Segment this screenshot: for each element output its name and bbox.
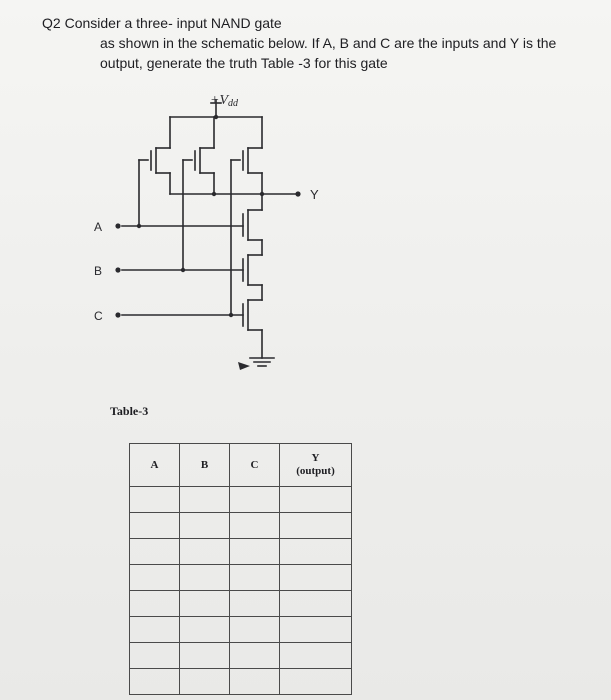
- vdd-label: +Vdd: [210, 93, 238, 109]
- table-row: [130, 591, 352, 617]
- table-cell: [280, 591, 352, 617]
- input-b-junction-dot: [181, 268, 185, 272]
- table-caption: Table-3: [110, 404, 149, 418]
- table-cell: [180, 565, 230, 591]
- output-junction-dot: [212, 192, 216, 196]
- table-cell: [130, 487, 180, 513]
- input-b-terminal-dot: [115, 267, 120, 272]
- table-cell: [280, 565, 352, 591]
- table-cell: [230, 487, 280, 513]
- table-cell: [230, 565, 280, 591]
- input-a-terminal-dot: [115, 223, 120, 228]
- truth-table-header-row: [130, 444, 352, 487]
- header-y-label: Y: [311, 452, 320, 464]
- ground-arrow-icon: [238, 362, 250, 370]
- table-cell: [180, 591, 230, 617]
- output-terminal-dot: [295, 191, 300, 196]
- table-cell: [230, 539, 280, 565]
- table-cell: [280, 513, 352, 539]
- nmos-c: [122, 300, 262, 358]
- table-cell: [180, 617, 230, 643]
- question-line-3: output, generate the truth Table -3 for this gate: [100, 55, 388, 71]
- ground-symbol: [250, 358, 274, 366]
- input-b-label: B: [94, 264, 103, 278]
- table-row: [130, 617, 352, 643]
- table-cell: [230, 617, 280, 643]
- table-cell: [130, 591, 180, 617]
- header-a: A: [130, 444, 180, 487]
- input-a-junction-dot: [137, 224, 141, 228]
- table-cell: [180, 539, 230, 565]
- output-junction-dot-2: [260, 192, 264, 196]
- table-cell: [180, 513, 230, 539]
- table-cell: [130, 617, 180, 643]
- table-cell: [130, 669, 180, 695]
- table-row: [130, 539, 352, 565]
- header-y: [280, 444, 352, 487]
- table-cell: [180, 487, 230, 513]
- pmos-a: [139, 117, 170, 226]
- table-row: [130, 487, 352, 513]
- table-cell: [230, 669, 280, 695]
- truth-table: [129, 443, 352, 695]
- header-y-sublabel: (output): [296, 465, 335, 477]
- header-b: B: [180, 444, 230, 487]
- table-row: [130, 565, 352, 591]
- input-a-label: A: [94, 220, 103, 234]
- input-c-terminal-dot: [115, 312, 120, 317]
- input-c-junction-dot: [229, 313, 233, 317]
- output-y-label: Y: [310, 187, 319, 202]
- table-cell: [230, 591, 280, 617]
- question-prompt: Consider a three- input NAND gate: [64, 15, 282, 31]
- question-line-2: as shown in the schematic below. If A, B and C are the inputs and Y is the: [100, 35, 557, 51]
- table-row: [130, 643, 352, 669]
- header-c: C: [230, 444, 280, 487]
- table-cell: [230, 513, 280, 539]
- table-cell: [280, 643, 352, 669]
- table-cell: [130, 539, 180, 565]
- table-row: [130, 669, 352, 695]
- table-cell: [280, 539, 352, 565]
- table-cell: [280, 669, 352, 695]
- truth-table-body: [130, 487, 352, 695]
- table-cell: [230, 643, 280, 669]
- table-cell: [130, 513, 180, 539]
- nmos-a: [122, 210, 262, 255]
- table-cell: [130, 643, 180, 669]
- question-number: Q2: [42, 15, 61, 31]
- input-c-label: C: [94, 309, 103, 323]
- table-cell: [280, 487, 352, 513]
- table-cell: [130, 565, 180, 591]
- table-cell: [180, 669, 230, 695]
- table-row: [130, 513, 352, 539]
- table-cell: [180, 643, 230, 669]
- vdd-junction-dot: [214, 115, 218, 119]
- table-cell: [280, 617, 352, 643]
- nmos-b: [122, 255, 262, 300]
